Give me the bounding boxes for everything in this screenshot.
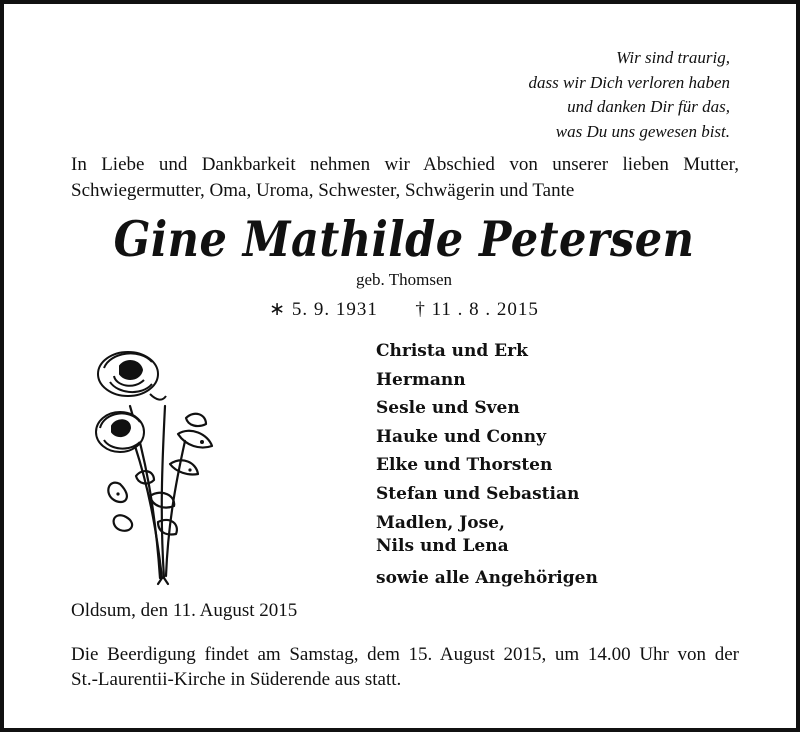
funeral-line: St.-Laurentii-Kirche in Süderende aus statt. xyxy=(71,669,402,690)
maiden-name: geb. Thomsen xyxy=(355,270,452,289)
mourner: sowie alle Angehörigen xyxy=(376,568,598,588)
deceased-name: Gine Mathilde Petersen xyxy=(113,210,695,268)
mourner: Christa und Erk xyxy=(376,341,528,361)
mourner: Nils und Lena xyxy=(376,536,509,556)
mourner: Elke und Thorsten xyxy=(376,455,553,475)
death-date: 11 . 8 . 2015 xyxy=(431,299,539,320)
mourner: Hauke und Conny xyxy=(376,426,546,447)
mourner: Stefan und Sebastian xyxy=(376,483,580,504)
mourner: Madlen, Jose, xyxy=(376,513,505,533)
memorial-quote xyxy=(529,46,730,144)
rose-illustration-icon xyxy=(90,346,220,586)
funeral-info xyxy=(71,642,739,692)
funeral-line: Die Beerdigung findet am Samstag, dem 15. August 2015, um 14.00 Uhr von der xyxy=(71,644,739,665)
birth-date: 5. 9. 1931 xyxy=(291,299,378,320)
quote-line: und danken Dir für das, xyxy=(567,97,730,116)
mourner: Hermann xyxy=(376,369,466,390)
intro-line: Schwiegermutter, Oma, Uroma, Schwester, Schwägerin und Tante xyxy=(71,180,575,201)
intro-text xyxy=(71,152,739,204)
birth-symbol: ∗ xyxy=(269,299,287,320)
mourner: Sesle und Sven xyxy=(376,398,520,418)
intro-line: In Liebe und Dankbarkeit nehmen wir Abschied von unserer lieben Mutter, xyxy=(71,154,739,175)
mourner-group xyxy=(376,508,598,564)
quote-line: Wir sind traurig, xyxy=(616,48,730,67)
quote-line: was Du uns gewesen bist. xyxy=(555,121,730,141)
place-and-date: Oldsum, den 11. August 2015 xyxy=(71,600,298,621)
life-dates xyxy=(4,298,800,321)
quote-line: dass wir Dich verloren haben xyxy=(528,72,730,92)
death-symbol: † xyxy=(415,299,426,320)
mourners-list xyxy=(376,337,598,593)
